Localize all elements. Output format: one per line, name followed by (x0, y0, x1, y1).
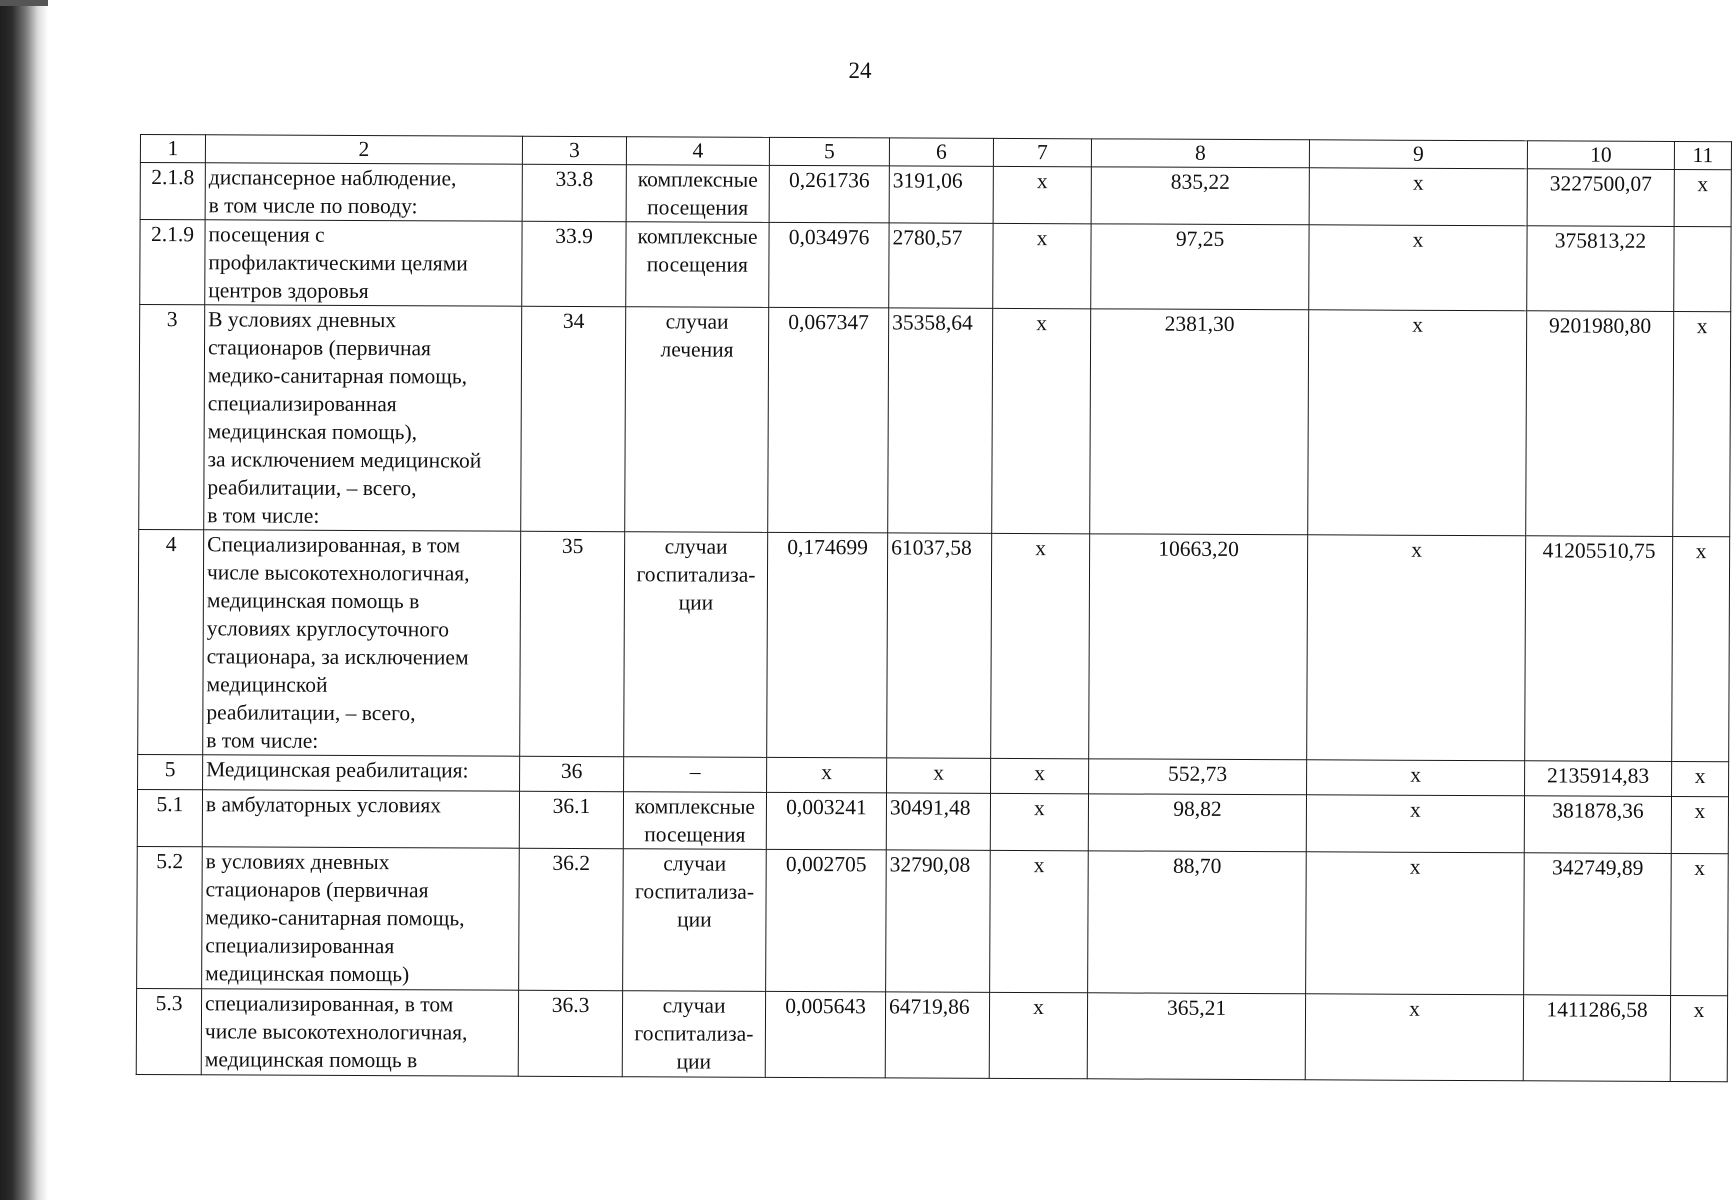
row-col5-value: 0,261736 (769, 165, 889, 223)
row-code: 33.9 (522, 221, 626, 306)
row-col5-value: х (767, 757, 887, 793)
row-col6-value: 64719,86 (885, 992, 989, 1078)
row-code: 36.2 (519, 848, 624, 990)
row-col7-value: х (992, 308, 1091, 533)
row-col5-value: 0,174699 (767, 532, 888, 758)
row-col11-value: х (1671, 853, 1729, 995)
row-unit: комплексные посещения (626, 222, 769, 308)
row-col8-value: 97,25 (1091, 224, 1309, 310)
data-table (136, 134, 1732, 1082)
table-row (137, 846, 1729, 995)
row-number: 4 (138, 529, 204, 754)
row-col11-value: х (1672, 536, 1730, 761)
row-col6-value: 32790,08 (886, 850, 991, 992)
row-col8-value: 365,21 (1087, 993, 1305, 1080)
row-col10-value: 9201980,80 (1526, 311, 1674, 537)
row-col8-value: 835,22 (1091, 167, 1309, 225)
row-col6-value: 3191,06 (889, 166, 993, 223)
row-col8-value: 552,73 (1089, 759, 1307, 795)
row-col10-value: 342749,89 (1524, 853, 1672, 996)
row-col7-value: х (991, 533, 1090, 758)
row-description: Медицинская реабилитация: (203, 755, 520, 791)
row-col11-value: х (1674, 169, 1731, 226)
column-number-3: 3 (522, 136, 626, 164)
row-code: 34 (521, 306, 626, 531)
row-col6-value: х (887, 758, 991, 793)
row-col5-value: 0,034976 (769, 222, 889, 308)
column-number-8: 8 (1091, 139, 1309, 168)
row-col5-value: 0,005643 (765, 991, 885, 1078)
row-col10-value: 381878,36 (1524, 796, 1671, 854)
column-number-6: 6 (889, 138, 993, 166)
row-code: 36 (520, 756, 624, 791)
table-row (140, 220, 1731, 312)
row-code: 36.1 (519, 791, 623, 848)
column-number-9: 9 (1309, 140, 1527, 169)
row-col9-value: х (1307, 535, 1526, 761)
row-col5-value: 0,003241 (766, 792, 886, 850)
row-col10-value: 1411286,58 (1523, 995, 1670, 1082)
row-col10-value: 3227500,07 (1527, 169, 1674, 227)
row-col5-value: 0,067347 (768, 307, 889, 533)
row-col5-value: 0,002705 (766, 849, 887, 992)
column-number-2: 2 (205, 135, 522, 164)
row-col11-value: х (1671, 796, 1728, 853)
row-number: 5.2 (137, 846, 203, 988)
row-col6-value: 35358,64 (888, 308, 993, 533)
column-number-7: 7 (993, 138, 1091, 166)
row-col9-value: х (1308, 310, 1527, 536)
table-row (140, 163, 1731, 227)
row-col6-value: 30491,48 (886, 793, 990, 850)
column-number-10: 10 (1527, 141, 1674, 170)
row-col10-value: 2135914,83 (1525, 761, 1672, 797)
row-col10-value: 375813,22 (1527, 226, 1674, 312)
row-col11-value: х (1673, 311, 1731, 536)
row-col9-value: х (1306, 852, 1525, 995)
column-number-11: 11 (1674, 141, 1731, 169)
row-unit: случаи госпитализа- ции (622, 991, 765, 1078)
row-col8-value: 88,70 (1088, 851, 1307, 994)
row-col11-value: х (1672, 761, 1729, 796)
row-description: в амбулаторных условиях (202, 790, 519, 848)
row-unit: случаи госпитализа- ции (624, 532, 768, 758)
row-col8-value: 98,82 (1088, 794, 1306, 852)
row-number: 2.1.8 (140, 163, 205, 220)
row-col11-value (1674, 226, 1731, 311)
row-col6-value: 2780,57 (889, 223, 993, 308)
row-col9-value: х (1306, 795, 1524, 853)
row-col7-value: х (989, 992, 1087, 1078)
row-unit: случаи лечения (625, 307, 769, 533)
scan-left-edge (0, 0, 50, 1200)
row-number: 5.3 (136, 988, 201, 1074)
row-description: Специализированная, в том числе высокотехнологичная, медицинская помощь в условиях круглосуточного стационара, за исключением медицинской реабилитации, – всего, в том числе: (203, 530, 521, 756)
row-col11-value: х (1670, 995, 1727, 1081)
row-code: 36.3 (518, 990, 622, 1076)
row-col7-value: х (993, 223, 1091, 308)
row-col7-value: х (991, 758, 1089, 793)
table-row (136, 988, 1727, 1081)
row-col7-value: х (990, 793, 1088, 850)
row-description: В условиях дневных стационаров (первичная медико-санитарная помощь, специализированная медицинская помощь), за исключением медицинской реабилитации, – всего, в том числе: (204, 305, 522, 531)
row-number: 3 (139, 305, 205, 530)
row-col9-value: х (1309, 225, 1527, 311)
row-unit: случаи госпитализа- ции (623, 849, 767, 992)
page-number: 24 (848, 58, 872, 83)
table-row (139, 305, 1731, 537)
row-col7-value: х (990, 850, 1089, 992)
row-code: 35 (520, 531, 625, 756)
row-description: диспансерное наблюдение, в том числе по поводу: (205, 163, 522, 221)
row-number: 5.1 (137, 789, 202, 846)
row-col7-value: х (993, 166, 1091, 223)
row-unit: – (624, 757, 767, 793)
row-description: специализированная, в том числе высокотехнологичная, медицинская помощь в (201, 989, 518, 1076)
row-description: в условиях дневных стационаров (первичная медико-санитарная помощь, специализированная медицинская помощь) (202, 847, 520, 990)
row-col10-value: 41205510,75 (1525, 536, 1673, 762)
column-number-4: 4 (626, 137, 769, 166)
table-row (138, 529, 1730, 761)
row-code: 33.8 (522, 164, 626, 221)
row-description: посещения с профилактическими целями центров здоровья (205, 220, 522, 306)
table-row (137, 789, 1728, 853)
row-col8-value: 2381,30 (1090, 309, 1309, 535)
row-col9-value: х (1305, 994, 1523, 1081)
column-number-1: 1 (140, 135, 205, 163)
row-col9-value: х (1307, 760, 1525, 796)
scan-top-mark (0, 0, 48, 6)
row-unit: комплексные посещения (626, 165, 769, 223)
row-col9-value: х (1309, 168, 1527, 226)
row-number: 5 (138, 754, 203, 789)
row-number: 2.1.9 (140, 220, 205, 305)
row-col8-value: 10663,20 (1089, 534, 1308, 760)
row-unit: комплексные посещения (623, 792, 766, 850)
column-number-5: 5 (769, 137, 889, 166)
row-col6-value: 61037,58 (887, 533, 992, 758)
